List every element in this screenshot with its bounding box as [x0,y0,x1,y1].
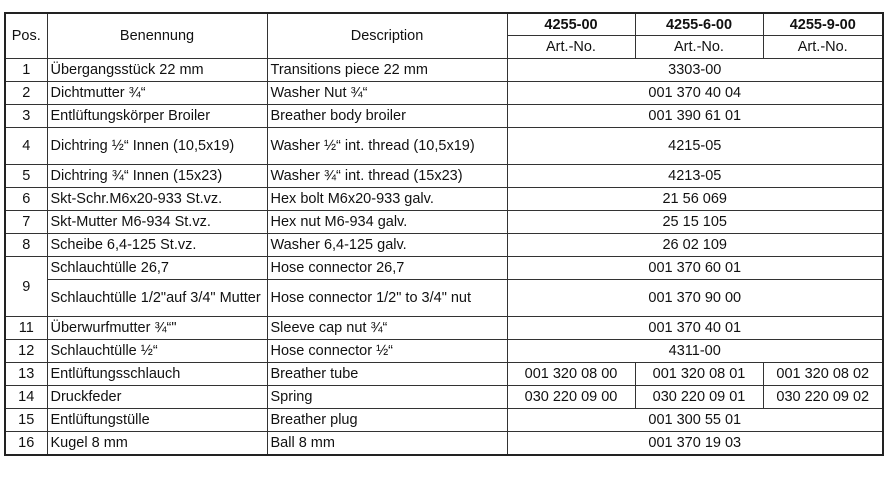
row-benennung: Kugel 8 mm [47,432,267,456]
table-row [5,128,883,165]
row-artno-3: 030 220 09 02 [763,386,883,409]
header-row [5,13,883,36]
row-description: Transitions piece 22 mm [267,59,507,82]
row-artno: 001 370 40 01 [507,317,883,340]
row-benennung: Scheibe 6,4-125 St.vz. [47,234,267,257]
table-row [5,363,883,386]
header-model-2: 4255-6-00 [635,13,763,36]
row-description: Washer 6,4-125 galv. [267,234,507,257]
table-row [5,234,883,257]
parts-table [4,12,884,456]
row-pos: 12 [5,340,47,363]
parts-table-container [4,12,884,456]
row-artno: 4215-05 [507,128,883,165]
row-artno: 001 370 40 04 [507,82,883,105]
header-model-3: 4255-9-00 [763,13,883,36]
header-artno-1: Art.-No. [507,36,635,59]
row-description: Hex bolt M6x20-933 galv. [267,188,507,211]
header-benennung: Benennung [47,13,267,59]
row-artno: 4213-05 [507,165,883,188]
table-row [5,432,883,456]
row-benennung: Skt-Mutter M6-934 St.vz. [47,211,267,234]
row-benennung: Schlauchtülle 1/2"auf 3/4" Mutter [47,280,267,317]
row-benennung: Entlüftungskörper Broiler [47,105,267,128]
row-artno: 25 15 105 [507,211,883,234]
row-pos: 2 [5,82,47,105]
row-artno: 001 390 61 01 [507,105,883,128]
table-row [5,188,883,211]
row-artno: 001 300 55 01 [507,409,883,432]
row-pos: 15 [5,409,47,432]
row-pos: 3 [5,105,47,128]
table-row [5,105,883,128]
row-artno: 4311-00 [507,340,883,363]
row-benennung: Skt-Schr.M6x20-933 St.vz. [47,188,267,211]
row-artno-1: 001 320 08 00 [507,363,635,386]
row-pos: 8 [5,234,47,257]
row-description: Breather plug [267,409,507,432]
row-pos: 16 [5,432,47,456]
row-benennung: Druckfeder [47,386,267,409]
row-pos: 7 [5,211,47,234]
row-description: Hex nut M6-934 galv. [267,211,507,234]
row-artno-1: 030 220 09 00 [507,386,635,409]
row-benennung: Dichtring ½“ Innen (10,5x19) [47,128,267,165]
row-benennung: Schlauchtülle 26,7 [47,257,267,280]
row-artno: 001 370 60 01 [507,257,883,280]
row-benennung: Überwurfmutter ¾“" [47,317,267,340]
row-benennung: Dichtring ¾“ Innen (15x23) [47,165,267,188]
row-description: Sleeve cap nut ¾“ [267,317,507,340]
row-description: Breather tube [267,363,507,386]
row-artno: 001 370 19 03 [507,432,883,456]
row-pos: 1 [5,59,47,82]
row-artno: 21 56 069 [507,188,883,211]
header-artno-3: Art.-No. [763,36,883,59]
table-row [5,257,883,280]
row-description: Hose connector ½“ [267,340,507,363]
row-artno: 26 02 109 [507,234,883,257]
row-description: Spring [267,386,507,409]
row-artno-2: 030 220 09 01 [635,386,763,409]
row-artno: 001 370 90 00 [507,280,883,317]
row-pos: 11 [5,317,47,340]
table-row [5,386,883,409]
row-benennung: Schlauchtülle ½“ [47,340,267,363]
row-description: Washer Nut ¾“ [267,82,507,105]
row-description: Washer ½“ int. thread (10,5x19) [267,128,507,165]
row-pos: 14 [5,386,47,409]
row-description: Ball 8 mm [267,432,507,456]
header-model-1: 4255-00 [507,13,635,36]
header-pos: Pos. [5,13,47,59]
row-artno-3: 001 320 08 02 [763,363,883,386]
row-pos: 5 [5,165,47,188]
table-row [5,82,883,105]
table-row [5,340,883,363]
row-benennung: Entlüftungsschlauch [47,363,267,386]
row-description: Hose connector 26,7 [267,257,507,280]
table-row [5,317,883,340]
row-pos: 9 [5,257,47,317]
row-pos: 13 [5,363,47,386]
row-description: Hose connector 1/2" to 3/4" nut [267,280,507,317]
row-pos: 4 [5,128,47,165]
header-description: Description [267,13,507,59]
row-artno-2: 001 320 08 01 [635,363,763,386]
table-row [5,409,883,432]
row-benennung: Dichtmutter ¾“ [47,82,267,105]
row-description: Breather body broiler [267,105,507,128]
table-row [5,59,883,82]
row-benennung: Entlüftungstülle [47,409,267,432]
table-row [5,211,883,234]
row-pos: 6 [5,188,47,211]
table-row [5,165,883,188]
row-benennung: Übergangsstück 22 mm [47,59,267,82]
row-description: Washer ¾“ int. thread (15x23) [267,165,507,188]
header-artno-2: Art.-No. [635,36,763,59]
row-artno: 3303-00 [507,59,883,82]
table-row [5,280,883,317]
